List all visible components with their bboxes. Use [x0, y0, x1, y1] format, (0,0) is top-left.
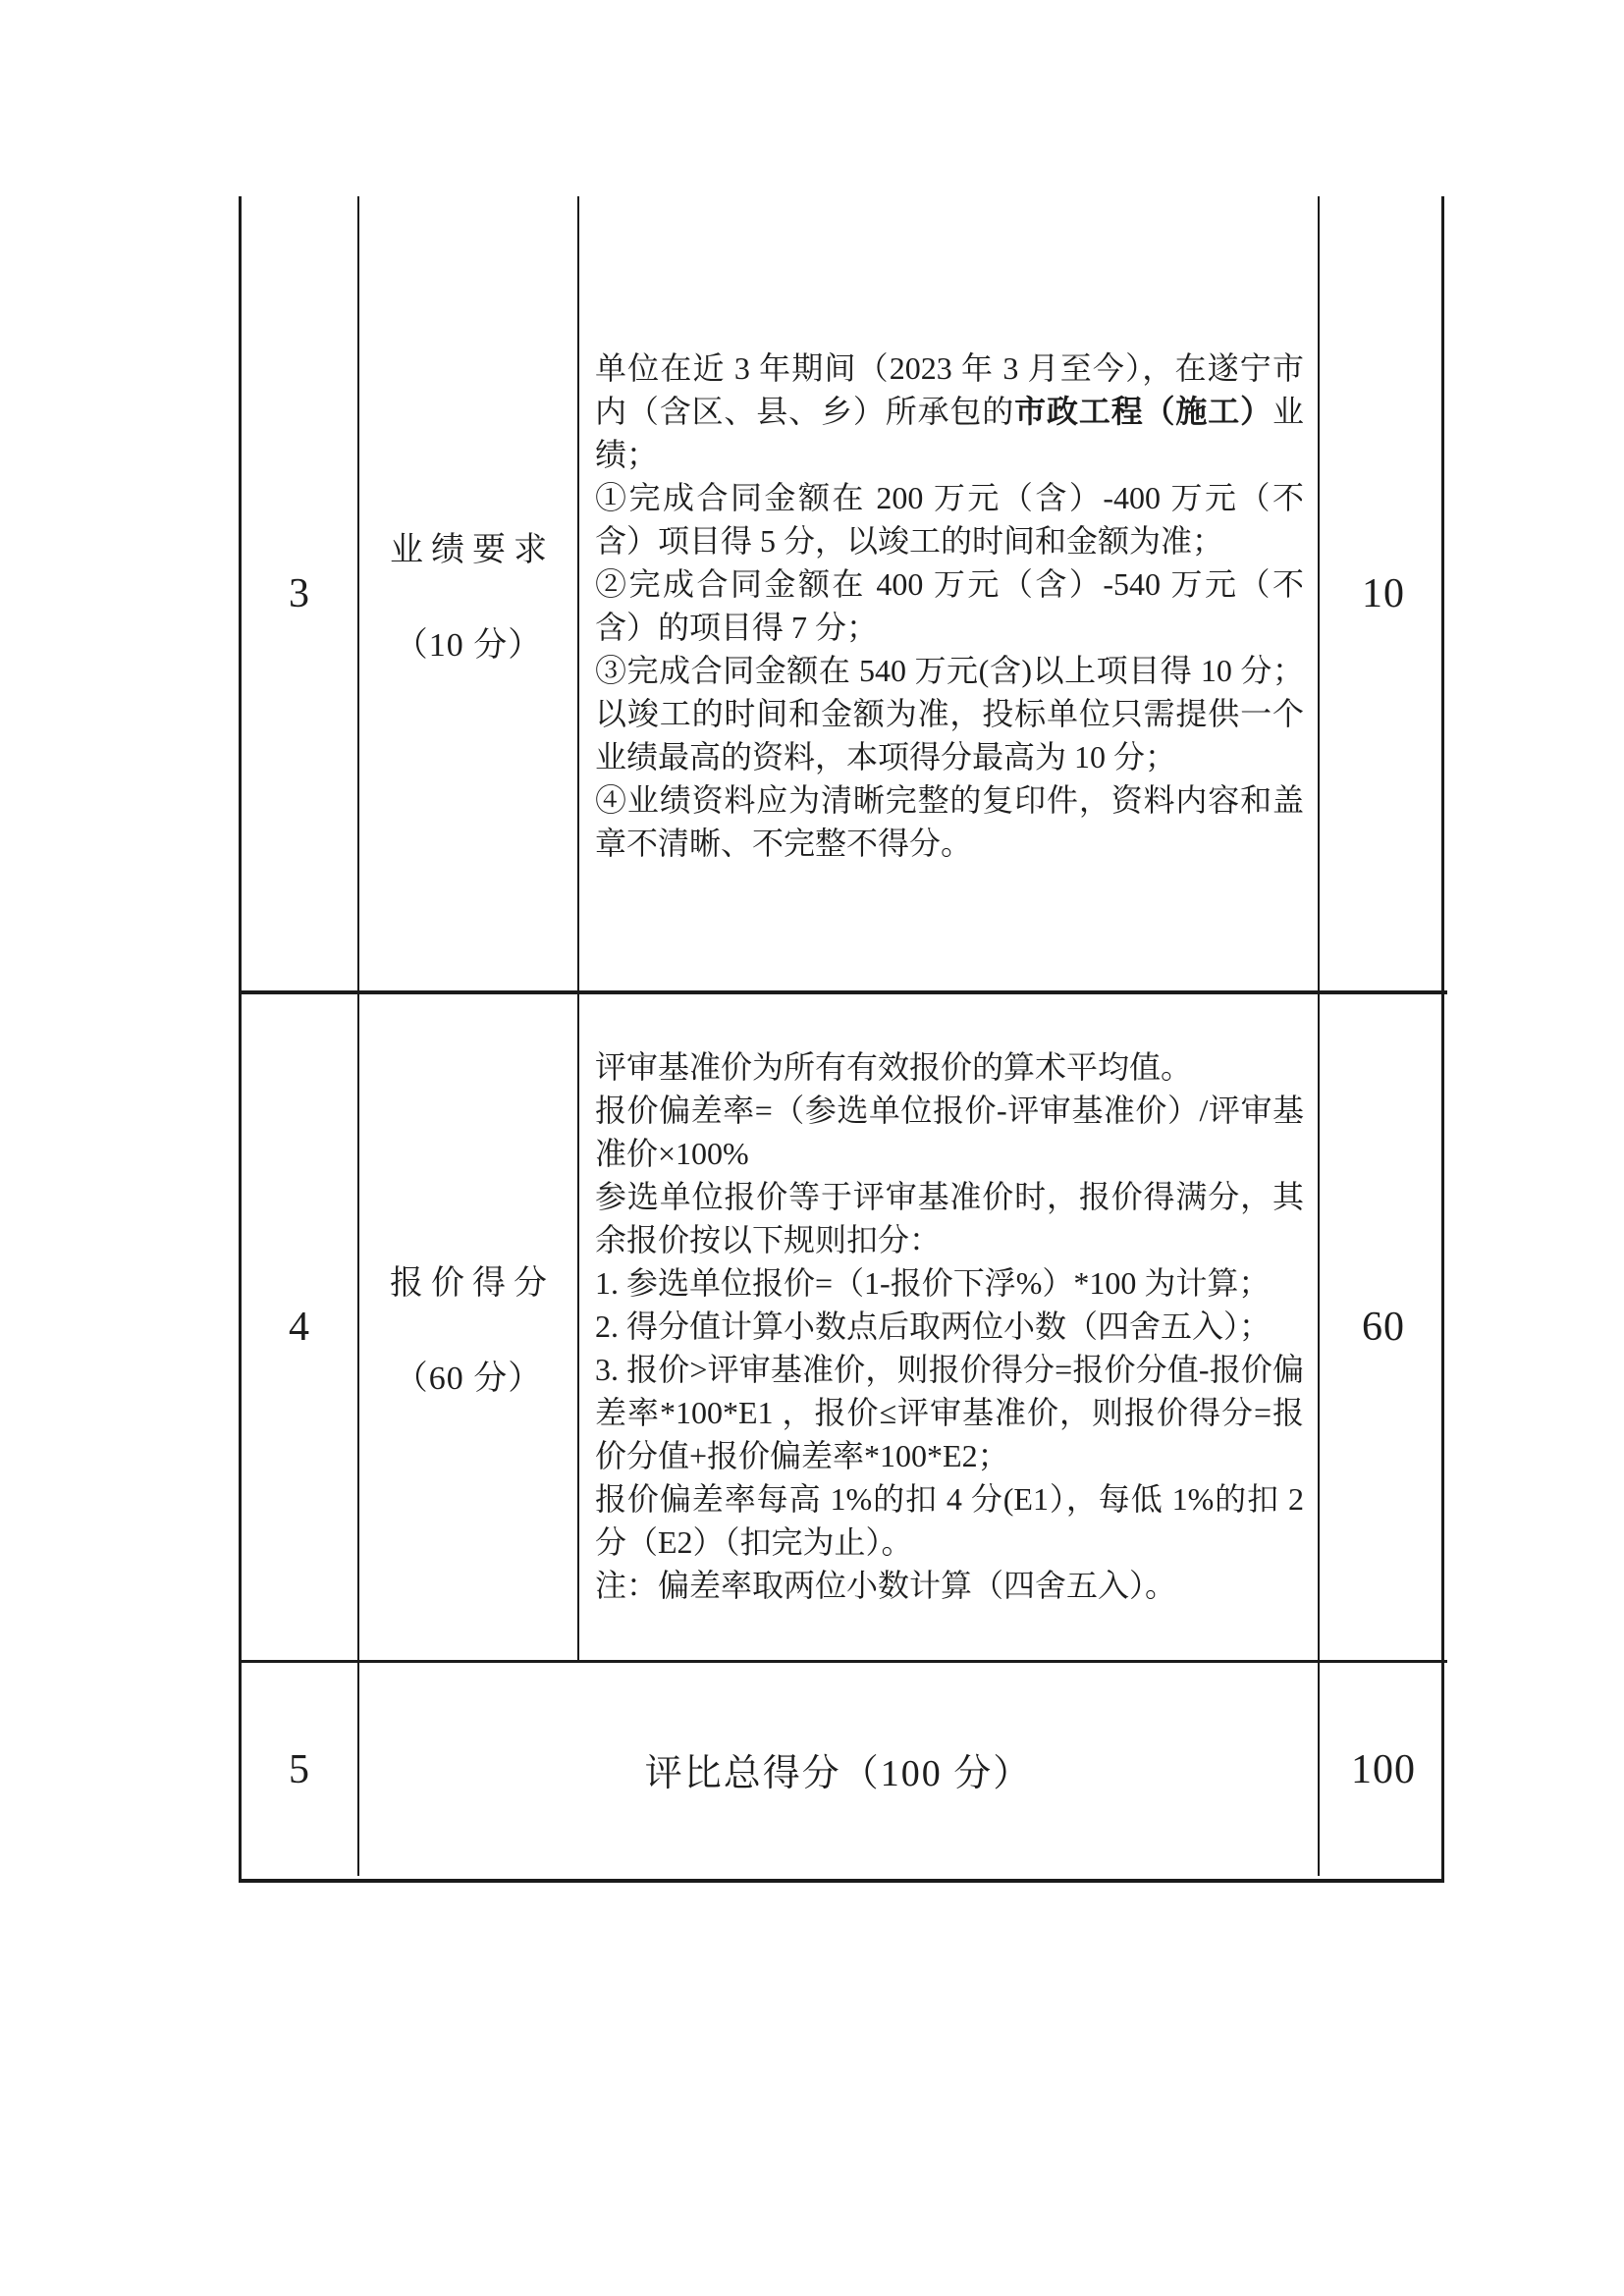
row5-number: 5 — [289, 1746, 310, 1792]
row3-intro-bold: 市政工程（施工） — [1014, 394, 1272, 429]
row4-criteria-line-7: 报价偏差率每高 1%的扣 4 分(E1），每低 1%的扣 2 分（E2）（扣完为止）。 — [595, 1481, 1304, 1560]
row3-intro-post: 业绩； — [595, 394, 1304, 472]
evaluation-score-table — [239, 196, 1444, 1883]
row5-summary-cell — [359, 1663, 1320, 1876]
row3-number: 3 — [289, 570, 310, 616]
row3-criteria-intro — [595, 347, 1304, 476]
row4-criteria-line-4: 1. 参选单位报价=（1-报价下浮%）*100 为计算； — [595, 1265, 1271, 1301]
row4-score: 60 — [1362, 1305, 1405, 1350]
row3-criteria-item-1: ①完成合同金额在 200 万元（含）-400 万元（不含）项目得 5 分，以竣工的时间和金额为准； — [595, 480, 1304, 559]
row4-criteria-line-2: 报价偏差率=（参选单位报价-评审基准价）/评审基准价×100% — [595, 1093, 1304, 1171]
row3-criteria-item-4: ④业绩资料应为清晰完整的复印件，资料内容和盖章不清晰、不完整不得分。 — [595, 782, 1304, 861]
row3-criteria-item-3: ③完成合同金额在 540 万元(含)以上项目得 10 分；以竣工的时间和金额为准，投标单位只需提供一个业绩最高的资料，本项得分最高为 10 分； — [595, 653, 1304, 774]
row3-category-points: （10 分） — [394, 626, 543, 664]
row3-intro-pre: 单位在近 3 年期间（2023 年 3 月至今），在遂宁市内（含区、县、乡）所承包的 — [595, 350, 1304, 429]
row4-category-cell — [359, 994, 579, 1663]
row3-score: 10 — [1362, 570, 1405, 616]
row5-number-cell — [242, 1663, 359, 1876]
row5-summary-label: 评比总得分（100 分） — [644, 1753, 1033, 1794]
row4-criteria-line-3: 参选单位报价等于评审基准价时，报价得满分，其余报价按以下规则扣分： — [595, 1179, 1304, 1257]
row4-criteria-line-8: 注：偏差率取两位小数计算（四舍五入）。 — [595, 1568, 1177, 1603]
row3-category-cell — [359, 196, 579, 994]
row3-score-cell — [1320, 196, 1447, 994]
row3-criteria-item-2: ②完成合同金额在 400 万元（含）-540 万元（不含）的项目得 7 分； — [595, 566, 1304, 645]
row5-score: 100 — [1351, 1746, 1416, 1792]
row3-criteria-cell — [579, 196, 1320, 994]
row4-number: 4 — [289, 1305, 310, 1350]
row4-category-name: 报价得分 — [390, 1265, 555, 1302]
row4-number-cell — [242, 994, 359, 1663]
row4-criteria-cell — [579, 994, 1320, 1663]
row4-category-points: （60 分） — [394, 1361, 543, 1397]
row3-number-cell — [242, 196, 359, 994]
row4-criteria-line-5: 2. 得分值计算小数点后取两位小数（四舍五入）； — [595, 1308, 1272, 1344]
row4-criteria-line-1: 评审基准价为所有有效报价的算术平均值。 — [595, 1049, 1193, 1085]
row4-criteria-line-6: 3. 报价>评审基准价，则报价得分=报价分值-报价偏差率*100*E1 ，报价≤评审基准价，则报价得分=报价分值+报价偏差率*100*E2； — [595, 1352, 1304, 1473]
row5-score-cell — [1320, 1663, 1447, 1876]
row3-category-name: 业绩要求 — [390, 531, 555, 568]
row4-score-cell — [1320, 994, 1447, 1663]
